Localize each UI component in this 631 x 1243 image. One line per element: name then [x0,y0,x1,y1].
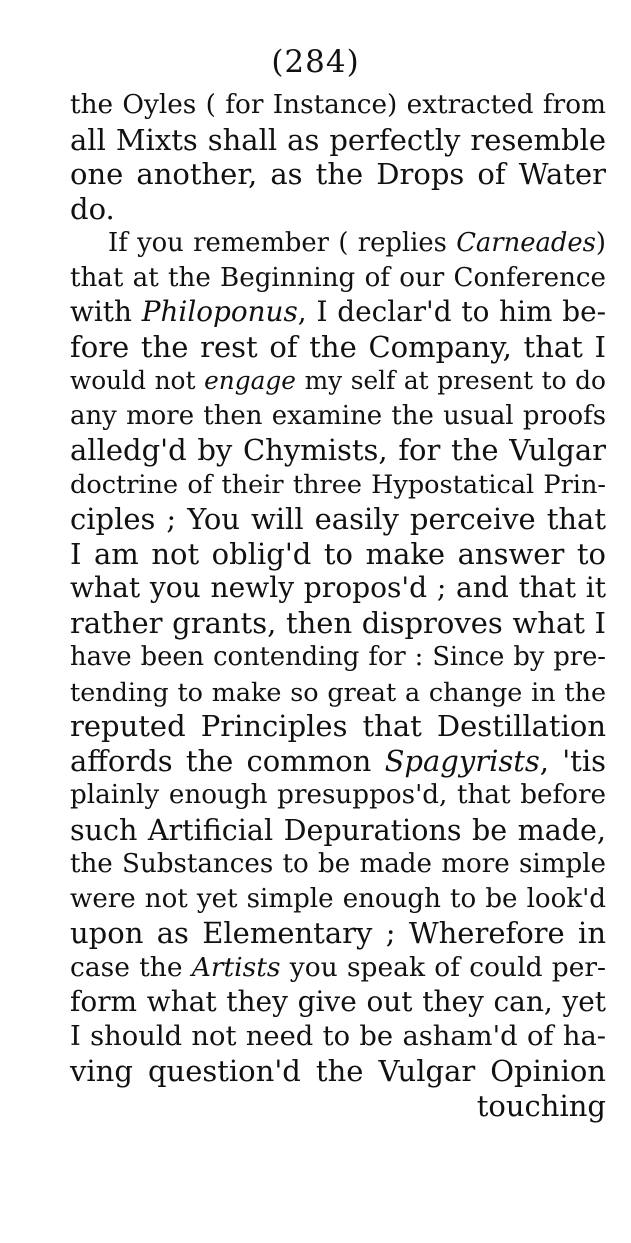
text-line: plainly enough presuppos'd, that before [70,780,606,810]
text-line: one another, as the Drops of Water [70,157,606,191]
text-line: the Substances to be made more simple [70,849,606,879]
text-line: reputed Principles that Destillation [70,709,606,743]
text-line: the Oyles ( for Instance) extracted from [70,90,606,120]
text-line: ving question'd the Vulgar Opinion [70,1054,606,1088]
text-line: upon as Elementary ; Wherefore in [70,916,606,950]
text-line: with Philoponus, I declar'd to him be- [70,295,606,328]
text-line: I am not oblig'd to make answer to [70,536,606,571]
page-number: (284) [271,44,360,80]
text-line: form what they give out they can, yet [70,985,606,1018]
text-line: case the Artists you speak of could per- [70,951,606,983]
text-line: ciples ; You will easily perceive that [70,502,606,536]
text-line: that at the Beginning of our Conference [70,262,606,293]
text-line: do. [70,191,115,226]
text-line: such Artificial Depurations be made, [70,812,606,847]
text-line: what you newly propos'd ; and that it [70,571,606,604]
text-line: any more then examine the usual proofs [70,400,606,431]
text-line: have been contending for : Since by pre- [70,642,606,672]
text-line: I should not need to be asham'd of ha- [70,1020,606,1052]
text-line: alledg'd by Chymists, for the Vulgar [70,433,606,467]
catchword: touching [476,1088,606,1123]
text-line: doctrine of their three Hypostatical Prin- [70,469,606,500]
text-line: If you remember ( replies Carneades) [108,228,606,258]
text-line: rather grants, then disproves what I [70,605,606,640]
text-line: would not engage my self at present to do [70,366,606,395]
page-text [70,88,606,1123]
text-line: affords the common Spagyrists, 'tis [70,743,606,778]
text-line: all Mixts shall as perfectly resemble [70,122,606,157]
text-line: fore the rest of the Company, that I [70,329,606,364]
text-line: were not yet simple enough to be look'd [70,883,606,914]
text-line: tending to make so great a change in the [70,676,606,707]
